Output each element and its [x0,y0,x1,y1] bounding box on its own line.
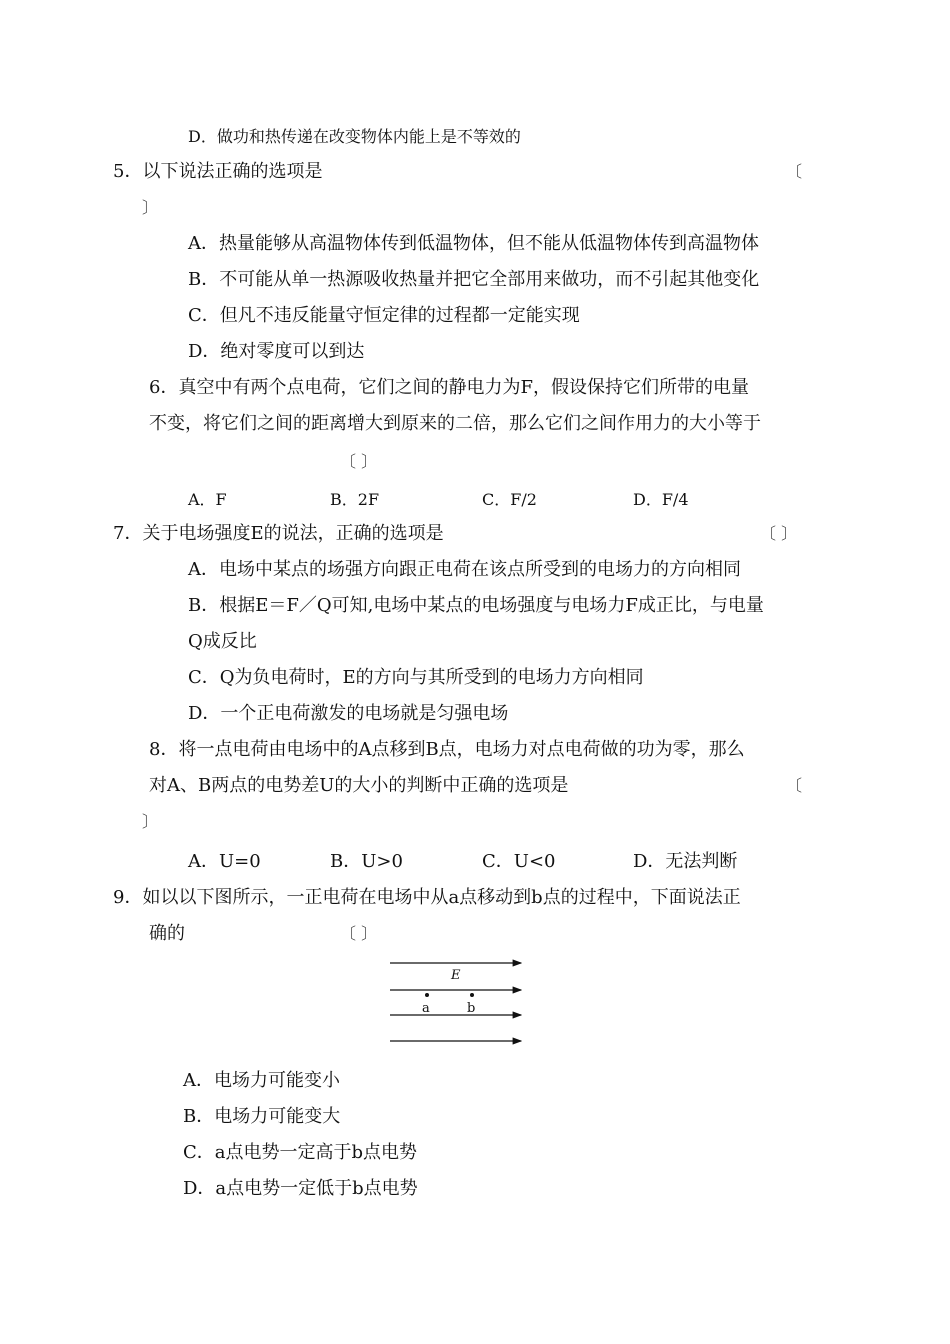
point-a-dot [425,993,429,997]
q8-bracket-open: 〔 [786,776,803,795]
q8-option-a: A．U=0 [188,851,261,872]
q7-bracket: 〔 〕 [760,524,798,543]
field-label-e: E [451,968,461,983]
electric-field-figure [385,952,530,1052]
q9-stem-line2: 确的 [149,923,185,944]
q7-option-c: C．Q为负电荷时，E的方向与其所受到的电场力方向相同 [188,667,644,688]
q7-option-d: D．一个正电荷激发的电场就是匀强电场 [188,703,509,724]
q5-option-c: C．但凡不违反能量守恒定律的过程都一定能实现 [188,305,580,326]
q8-stem-line2: 对A、B两点的电势差U的大小的判断中正确的选项是 [149,775,569,796]
point-a-label: a [422,1001,430,1016]
q4-option-d: D．做功和热传递在改变物体内能上是不等效的 [188,127,521,146]
q9-stem-line1: 9．如以以下图所示，一正电荷在电场中从a点移动到b点的过程中，下面说法正 [113,887,741,908]
point-b-dot [470,993,474,997]
q7-option-a: A．电场中某点的场强方向跟正电荷在该点所受到的电场力的方向相同 [188,559,741,580]
q5-bracket-close: 〕 [142,198,159,217]
q5-option-a: A．热量能够从高温物体传到低温物体，但不能从低温物体传到高温物体 [188,233,759,254]
q6-option-a: A．F [188,490,227,509]
q6-option-c: C．F/2 [482,490,537,509]
q8-option-b: B．U>0 [330,851,403,872]
q6-stem-line1: 6．真空中有两个点电荷，它们之间的静电力为F，假设保持它们所带的电量 [149,377,749,398]
q9-option-b: B．电场力可能变大 [183,1106,341,1127]
q9-option-a: A．电场力可能变小 [183,1070,340,1091]
q8-option-d: D．无法判断 [633,851,738,872]
q5-option-b: B．不可能从单一热源吸收热量并把它全部用来做功，而不引起其他变化 [188,269,760,290]
q8-stem-line1: 8．将一点电荷由电场中的A点移到B点，电场力对点电荷做的功为零，那么 [149,739,745,760]
q6-bracket: 〔 〕 [340,452,378,471]
q8-bracket-close: 〕 [142,812,159,831]
q7-option-b-line1: B．根据E＝F／Q可知,电场中某点的电场强度与电场力F成正比，与电量 [188,595,764,616]
q6-option-b: B．2F [330,490,380,509]
q9-option-d: D．a点电势一定低于b点电势 [183,1178,418,1199]
q7-stem: 7．关于电场强度E的说法，正确的选项是 [113,523,444,544]
q6-option-d: D．F/4 [633,490,689,509]
q5-option-d: D．绝对零度可以到达 [188,341,365,362]
q8-option-c: C．U<0 [482,851,556,872]
q5-stem: 5．以下说法正确的选项是 [113,161,323,182]
q9-bracket: 〔 〕 [340,924,378,943]
q6-stem-line2: 不变，将它们之间的距离增大到原来的二倍，那么它们之间作用力的大小等于 [149,413,761,434]
q9-option-c: C．a点电势一定高于b点电势 [183,1142,418,1163]
point-b-label: b [467,1001,476,1016]
q5-bracket-open: 〔 [786,162,803,181]
q7-option-b-line2: Q成反比 [188,631,257,652]
